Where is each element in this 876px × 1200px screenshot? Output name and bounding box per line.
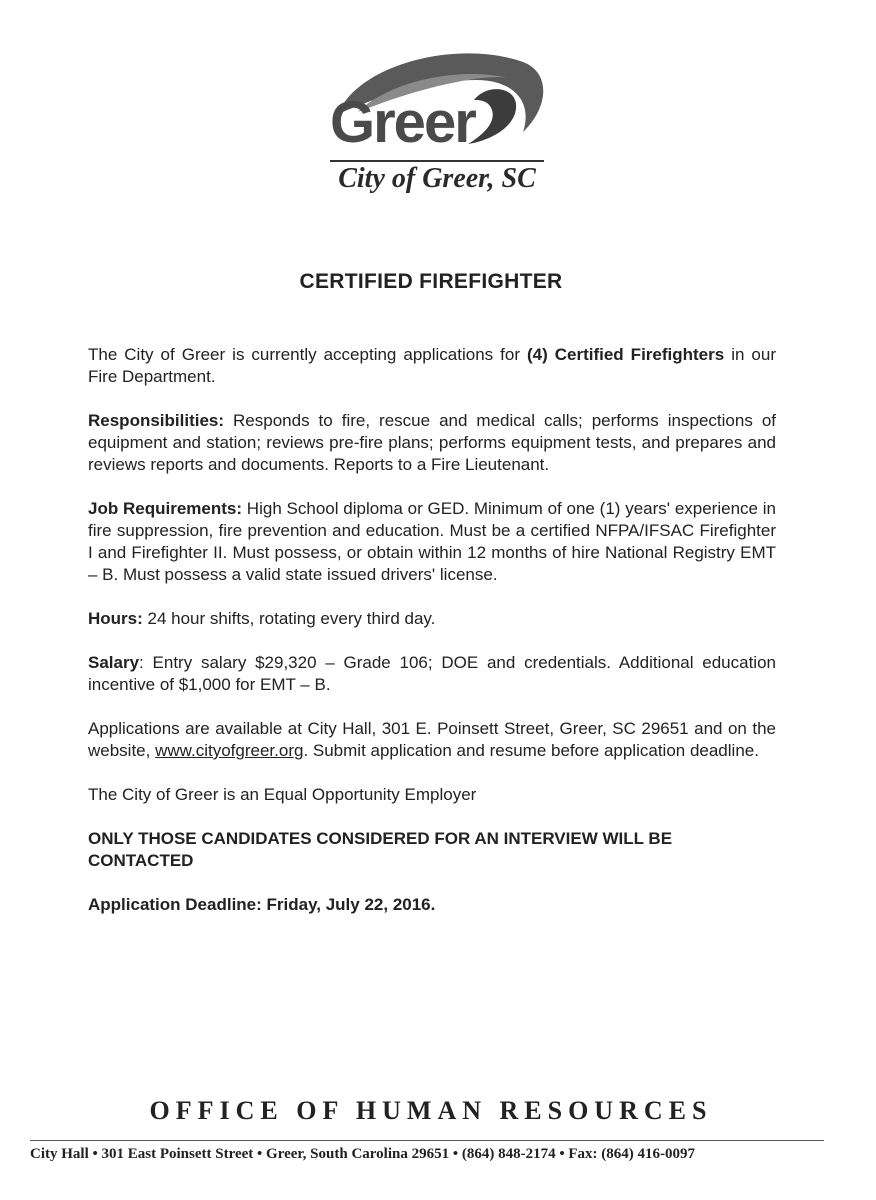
page-title: CERTIFIED FIREFIGHTER bbox=[299, 270, 563, 293]
logo-divider bbox=[330, 160, 544, 162]
document-body bbox=[88, 344, 776, 916]
application-deadline: Application Deadline: Friday, July 22, 2016. bbox=[88, 895, 436, 914]
salary-label: Salary bbox=[88, 653, 140, 672]
intro-text: The City of Greer is currently accepting applications for bbox=[88, 345, 527, 364]
responsibilities-label: Responsibilities: bbox=[88, 411, 225, 430]
intro-position-count: (4) Certified Firefighters bbox=[526, 345, 725, 364]
footer-divider bbox=[30, 1140, 824, 1141]
hours-text: 24 hour shifts, rotating every third day. bbox=[142, 609, 436, 628]
logo-wordmark: Greer bbox=[330, 90, 475, 155]
hours-label: Hours: bbox=[88, 609, 143, 628]
applications-paragraph bbox=[88, 718, 776, 762]
office-heading: OFFICE OF HUMAN RESOURCES bbox=[149, 1096, 713, 1125]
interview-notice: ONLY THOSE CANDIDATES CONSIDERED FOR AN INTERVIEW WILL BE CONTACTED bbox=[88, 829, 673, 870]
hours-paragraph bbox=[88, 608, 776, 630]
salary-text: : Entry salary $29,320 – Grade 106; DOE and credentials. Additional education incentive of $1,000 for EMT – B. bbox=[88, 653, 776, 694]
responsibilities-paragraph bbox=[88, 410, 776, 476]
responsibilities-text: Responds to fire, rescue and medical calls; performs inspections of equipment and station; reviews pre-fire plans; performs equipment tests, and prepares and reviews reports and documents. Reports to a Fire Lieutenant. bbox=[88, 411, 776, 474]
logo-subtitle: City of Greer, SC bbox=[338, 163, 536, 194]
requirements-paragraph bbox=[88, 498, 776, 586]
applications-text: Applications are available at City Hall, 301 E. Poinsett Street, Greer, SC 29651 and on the website, bbox=[88, 719, 776, 760]
applications-text-end: . Submit application and resume before application deadline. bbox=[303, 741, 759, 760]
intro-paragraph bbox=[88, 344, 776, 388]
city-logo bbox=[318, 44, 558, 204]
salary-paragraph bbox=[88, 652, 776, 696]
intro-text-end: in our Fire Department. bbox=[88, 345, 776, 386]
footer-address: City Hall • 301 East Poinsett Street • Greer, South Carolina 29651 • (864) 848-2174 • Fax: (864) 416-0097 bbox=[30, 1146, 695, 1162]
eoe-statement: The City of Greer is an Equal Opportunity Employer bbox=[88, 785, 477, 804]
requirements-label: Job Requirements: bbox=[88, 499, 243, 518]
website-link[interactable]: www.cityofgreer.org bbox=[155, 741, 304, 760]
requirements-text: High School diploma or GED. Minimum of one (1) years' experience in fire suppression, fire prevention and education. Must be a certified NFPA/IFSAC Firefighter I and Firefighter II. Must possess, or obtain within 12 months of hire National Registry EMT – B. Must possess a valid state issued drivers' license. bbox=[88, 499, 776, 584]
